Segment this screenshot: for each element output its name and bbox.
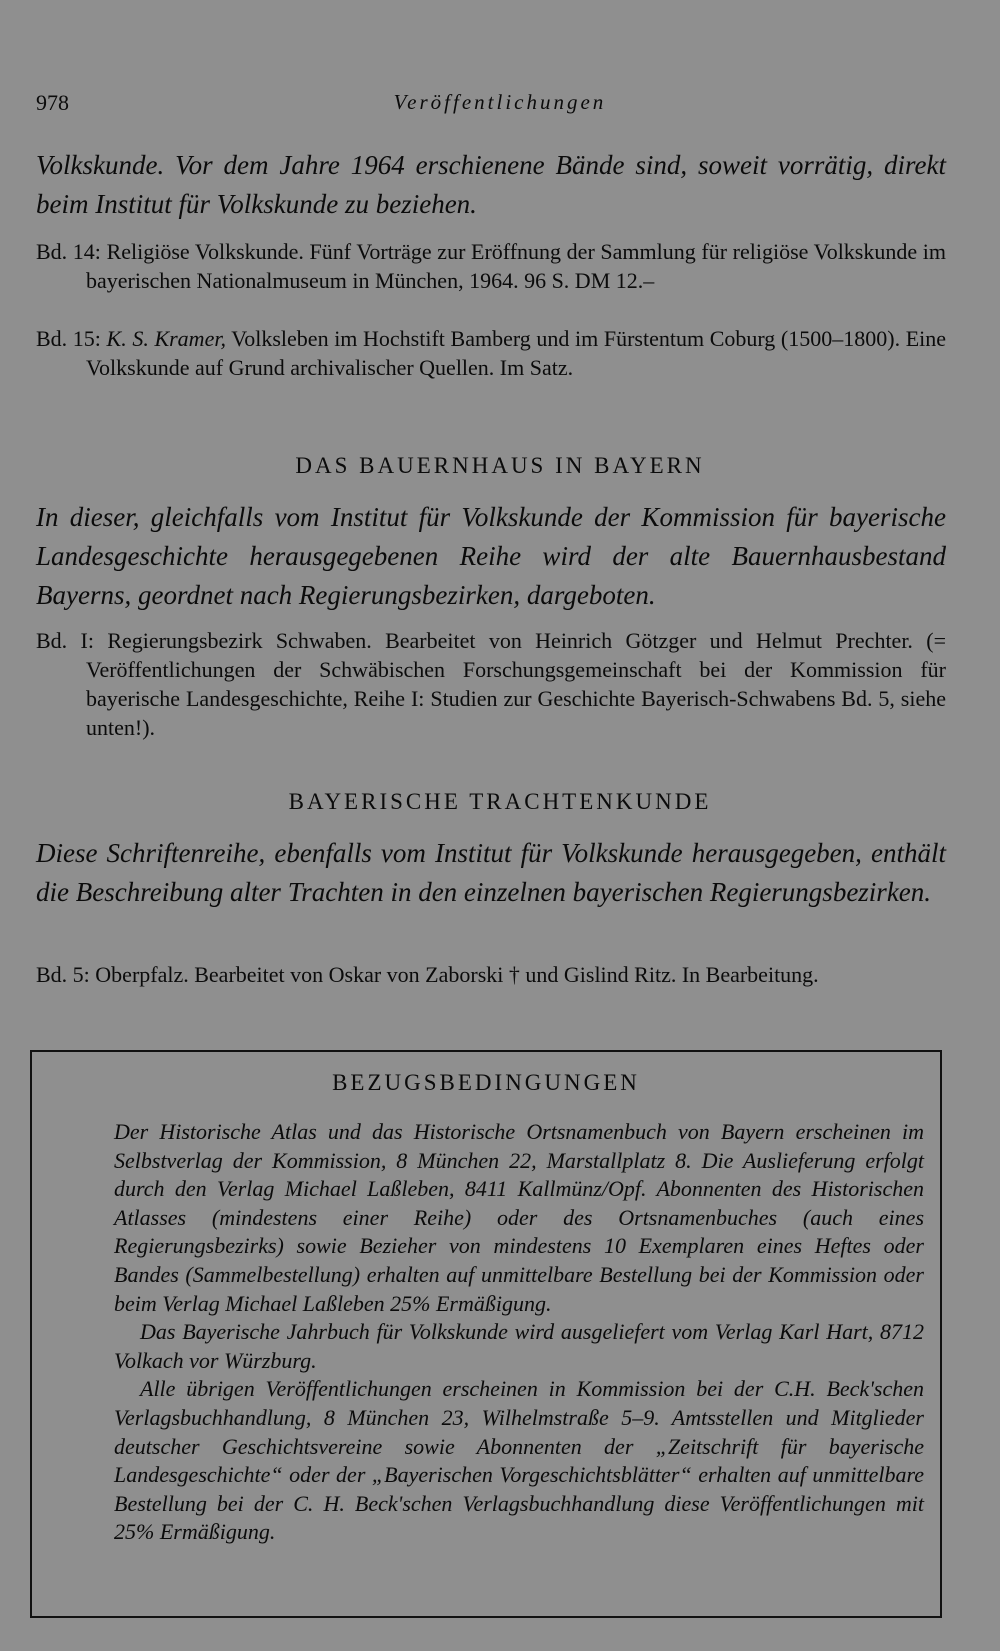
bauernhaus-intro: In dieser, gleichfalls vom Institut für Volkskunde der Kommission für bayerische Landesgeschichte herausgegebenen Reihe wird der alte Bauernhausbestand Bayerns, geordnet nach Regierungsbezirken, dargeboten. (36, 502, 946, 610)
section-heading-bauernhaus: DAS BAUERNHAUS IN BAYERN (295, 453, 705, 478)
volume-author: K. S. Kramer, (106, 326, 226, 351)
terms-heading: BEZUGSBEDINGUNGEN (332, 1070, 640, 1095)
terms-paragraph: Der Historische Atlas und das Historische Ortsnamenbuch von Bayern erscheinen im Selbstverlag der Kommission, 8 München 22, Marstallplatz 8. Die Auslieferung erfolgt durch den Verlag Michael Laßleben, 8411 Kallmünz/Opf. Abonnenten des Historischen Atlasses (mindestens einer Reihe) oder des Ortsnamenbuches (auch eines Regierungsbezirks) sowie Bezieher von mindestens 10 Exemplaren eines Heftes oder Bandes (Sammelbestellung) erhalten auf unmittelbare Bestellung bei der Kommission oder beim Verlag Michael Laßleben 25% Ermäßigung. (114, 1119, 924, 1316)
terms-text (114, 1118, 924, 1547)
volume-entry (36, 237, 946, 295)
volume-entry (36, 626, 946, 742)
volkskunde-intro: Volkskunde. Vor dem Jahre 1964 erschienene Bände sind, soweit vorrätig, direkt beim Institut für Volkskunde zu beziehen. (36, 150, 946, 219)
volume-text: Religiöse Volkskunde. Fünf Vorträge zur Eröffnung der Sammlung für religiöse Volkskunde im bayerischen Nationalmuseum in München, 1964. 96 S. DM 12.– (86, 239, 946, 293)
terms-paragraph: Das Bayerische Jahrbuch für Volkskunde wird ausgeliefert vom Verlag Karl Hart, 8712 Volkach vor Würzburg. (114, 1319, 924, 1373)
volume-label: Bd. I: (36, 628, 94, 653)
volume-text: Oberpfalz. Bearbeitet von Oskar von Zaborski † und Gislind Ritz. In Bearbeitung. (95, 962, 819, 987)
terms-box (30, 1050, 942, 1618)
terms-paragraph: Alle übrigen Veröffentlichungen erscheinen in Kommission bei der C.H. Beck'schen Verlagsbuchhandlung, 8 München 23, Wilhelmstraße 5–9. Amtsstellen und Mitglieder deutscher Geschichtsvereine sowie Abonnenten der „Zeitschrift für bayerische Landesgeschichte“ oder der „Bayerischen Vorgeschichtsblätter“ erhalten auf unmittelbare Bestellung bei der C. H. Beck'schen Verlagsbuchhandlung diese Veröffentlichungen mit 25% Ermäßigung. (114, 1376, 924, 1545)
volume-entry (36, 324, 946, 382)
volume-entry (36, 960, 946, 989)
section-heading-trachtenkunde: BAYERISCHE TRACHTENKUNDE (288, 789, 712, 814)
running-title: Veröffentlichungen (393, 90, 607, 114)
volume-label: Bd. 5: (36, 962, 90, 987)
volume-text: Volksleben im Hochstift Bamberg und im Fürstentum Coburg (1500–1800). Eine Volkskunde auf Grund archivalischer Quellen. Im Satz. (86, 326, 947, 380)
volume-text: Regierungsbezirk Schwaben. Bearbeitet von Heinrich Götzger und Helmut Prechter. (= Veröffentlichungen der Schwäbischen Forschungsgemeinschaft bei der Kommission für bayerische Landesgeschichte, Reihe I: Studien zur Geschichte Bayerisch-Schwabens Bd. 5, siehe unten!). (86, 628, 947, 740)
page-number: 978 (36, 90, 69, 115)
volume-label: Bd. 15: (36, 326, 101, 351)
trachtenkunde-intro: Diese Schriftenreihe, ebenfalls vom Institut für Volkskunde herausgegeben, enthält die Beschreibung alter Trachten in den einzelnen bayerischen Regierungsbezirken. (36, 838, 946, 907)
volume-label: Bd. 14: (36, 239, 101, 264)
